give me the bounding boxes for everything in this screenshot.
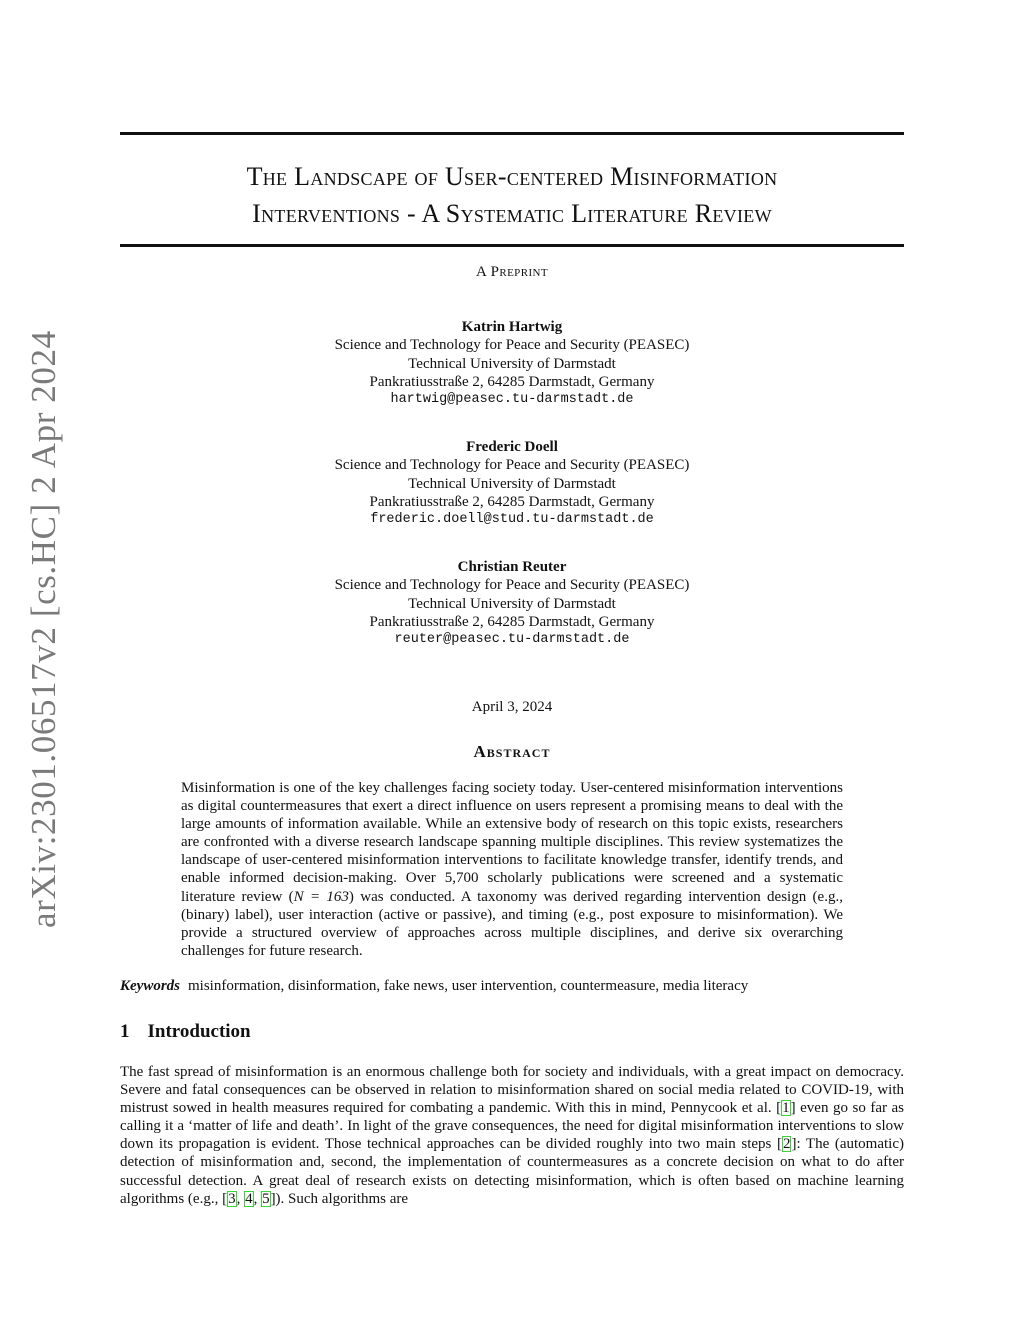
intro-text-3: ]: The (automatic) detection of misinformation and, second, the implementation of countermeasures as a concrete decision on what to do after successful detection. A great deal of research exists on detecting misinformation, which is often based on machine learning algorithms (e.g., [ (120, 1136, 904, 1207)
author-name: Christian Reuter (457, 559, 567, 575)
abstract-sample-size: N = 163 (293, 888, 349, 905)
citation-link[interactable]: 4 (245, 1190, 253, 1207)
author-affiliation: Science and Technology for Peace and Security (PEASEC) (334, 577, 690, 594)
preprint-label: A Preprint (476, 264, 548, 280)
intro-text-2: ] even go so far as calling it a ‘matter of life and death’. In light of the grave consequences, the need for digital misinformation interventions to slow down its propagation is evident. Those technical approaches can be divided roughly into two main steps [ (120, 1100, 904, 1153)
author-email[interactable]: hartwig@peasec.tu-darmstadt.de (390, 392, 634, 408)
author-address: Pankratiusstraße 2, 64285 Darmstadt, Germany (369, 613, 655, 630)
section-number: 1 (120, 1021, 130, 1042)
citation-link[interactable]: 3 (228, 1190, 236, 1207)
keywords-label: Keywords (120, 978, 180, 994)
intro-text-4: ]). Such algorithms are (270, 1190, 409, 1207)
citation-separator: , (253, 1190, 262, 1207)
author-address: Pankratiusstraße 2, 64285 Darmstadt, Germany (369, 373, 655, 390)
author-university: Technical University of Darmstadt (408, 595, 616, 612)
citation-link[interactable]: 2 (782, 1136, 791, 1153)
author-block (120, 438, 904, 529)
keywords-text: misinformation, disinformation, fake news, user intervention, countermeasure, media literacy (188, 978, 749, 994)
title-top-rule (120, 132, 904, 135)
keywords-line (120, 978, 904, 995)
abstract-text (181, 779, 843, 960)
publication-date: April 3, 2024 (471, 699, 553, 715)
author-block (120, 318, 904, 409)
author-block (120, 558, 904, 649)
title-line-1: The Landscape of User-centered Misinformation (246, 162, 778, 191)
author-affiliation: Science and Technology for Peace and Security (PEASEC) (334, 457, 690, 474)
author-address: Pankratiusstraße 2, 64285 Darmstadt, Germany (369, 493, 655, 510)
author-name: Katrin Hartwig (461, 319, 563, 335)
section-heading (120, 1021, 251, 1043)
section-title: Introduction (147, 1021, 251, 1042)
author-university: Technical University of Darmstadt (408, 355, 616, 372)
title-line-2: Interventions - A Systematic Literature Review (252, 199, 772, 228)
paper-title (120, 158, 904, 232)
author-university: Technical University of Darmstadt (408, 475, 616, 492)
intro-text-1: The fast spread of misinformation is an enormous challenge both for society and individuals, with a great impact on democracy. Severe and fatal consequences can be observed in relation to misinformation shared on social media related to COVID-19, with mistrust sowed in health measures required for combating a pandemic. With this in mind, Pennycook et al. [ (120, 1064, 904, 1117)
author-email[interactable]: frederic.doell@stud.tu-darmstadt.de (370, 512, 654, 528)
abstract-heading: Abstract (473, 742, 551, 761)
abstract-part-1: Misinformation is one of the key challenges facing society today. User-centered misinformation interventions as digital countermeasures that exert a direct influence on users represent a promising means to deal with the large amounts of information available. While an extensive body of research on this topic exists, researchers are confronted with a diverse research landscape spanning multiple disciplines. This review systematizes the landscape of user-centered misinformation interventions to facilitate knowledge transfer, identify trends, and enable informed decision-making. Over 5,700 scholarly publications were screened and a systematic literature review ( (181, 780, 843, 905)
title-bottom-rule (120, 244, 904, 247)
citation-link[interactable]: 1 (782, 1100, 790, 1117)
intro-paragraph (120, 1063, 904, 1208)
abstract-part-2: ) was conducted. A taxonomy was derived regarding intervention design (e.g., (binary) label), user interaction (active or passive), and timing (e.g., post exposure to misinformation). We provide a structured overview of approaches across multiple disciplines, and derive six overarching challenges for future research. (181, 888, 843, 959)
author-name: Frederic Doell (466, 439, 558, 455)
author-affiliation: Science and Technology for Peace and Security (PEASEC) (334, 337, 690, 354)
arxiv-stamp: arXiv:2301.06517v2 [cs.HC] 2 Apr 2024 (24, 330, 63, 928)
citation-link[interactable]: 5 (262, 1190, 270, 1207)
citation-separator: , (236, 1190, 245, 1207)
author-email[interactable]: reuter@peasec.tu-darmstadt.de (394, 632, 630, 648)
